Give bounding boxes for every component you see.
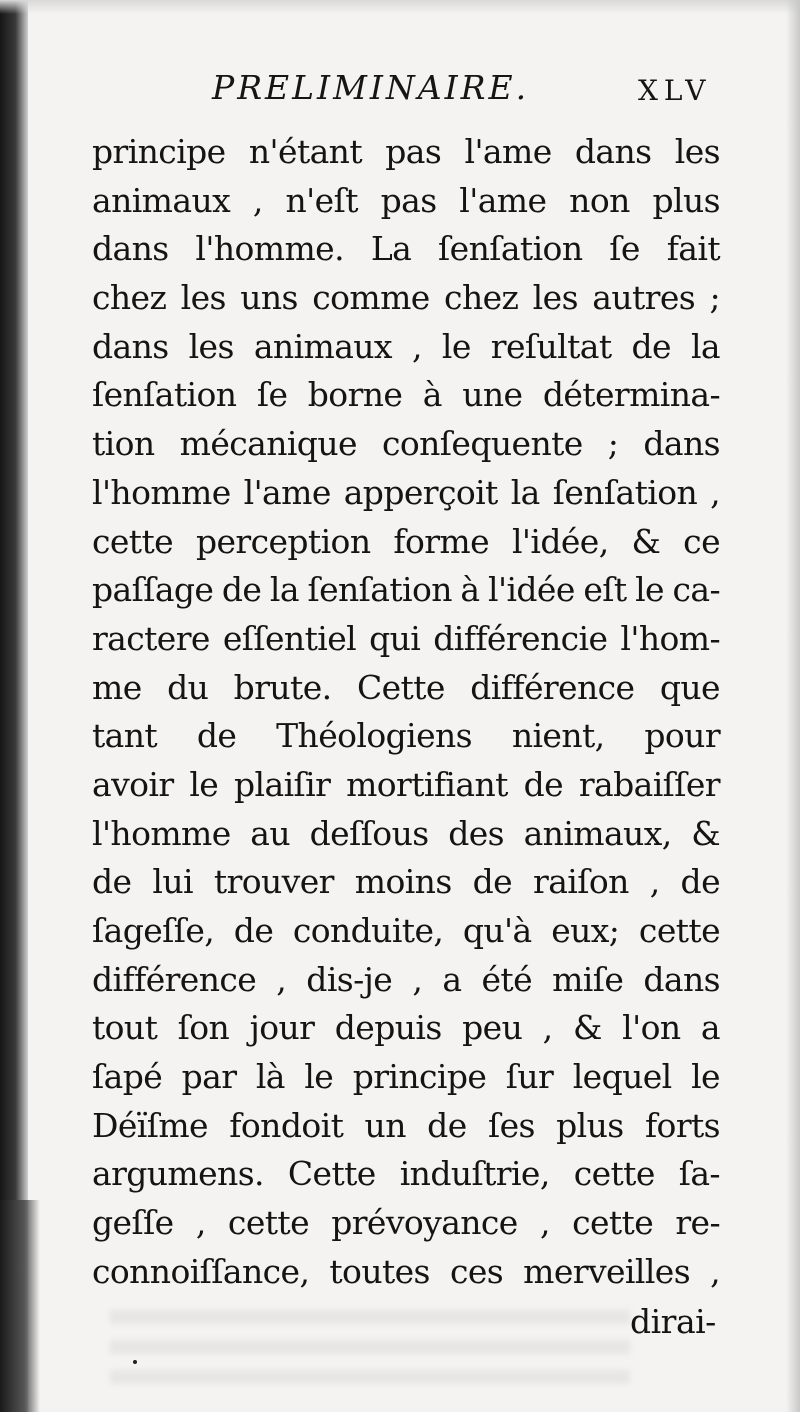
text-line: chez les uns comme chez les autres ; xyxy=(92,278,720,318)
page-number: XLV xyxy=(638,74,712,107)
text-line: dans les animaux , le reſultat de la xyxy=(92,326,720,366)
text-line: différence , dis-je , a été miſe dans xyxy=(92,959,720,999)
text-line: me du brute. Cette différence que xyxy=(92,667,720,707)
text-line: avoir le plaiſir mortifiant de rabaiſſer xyxy=(92,764,720,804)
text-line: animaux , n'eſt pas l'ame non plus xyxy=(92,180,720,220)
text-line: ractere eſſentiel qui différencie l'hom- xyxy=(92,618,720,658)
text-line: l'homme l'ame apperçoit la ſenſation , xyxy=(92,472,720,512)
running-title: PRELIMINAIRE. xyxy=(212,68,530,107)
text-line: cette perception forme l'idée, & ce xyxy=(92,521,720,561)
text-line: dans l'homme. La ſenſation ſe fait xyxy=(92,229,720,269)
text-line: ſenſation ſe borne à une détermina- xyxy=(92,375,720,415)
text-line: argumens. Cette induſtrie, cette ſa- xyxy=(92,1154,720,1194)
text-line: Déïſme fondoit un de ſes plus forts xyxy=(92,1105,720,1145)
text-line: de lui trouver moins de raiſon , de xyxy=(92,862,720,902)
page-header xyxy=(212,64,732,112)
scan-left-edge-shadow xyxy=(0,1200,40,1412)
ink-speck xyxy=(133,1360,137,1364)
text-line: geſſe , cette prévoyance , cette re- xyxy=(92,1203,720,1243)
body-text xyxy=(92,128,720,1297)
text-line: ſapé par là le principe ſur lequel le xyxy=(92,1057,720,1097)
text-line: tout ſon jour depuis peu , & l'on a xyxy=(92,1008,720,1048)
text-line: l'homme au deſſous des animaux, & xyxy=(92,813,720,853)
text-line: paſſage de la ſenſation à l'idée eſt le ca- xyxy=(92,570,720,610)
show-through-text xyxy=(110,1310,630,1400)
scan-right-edge xyxy=(786,0,800,1412)
scan-top-shade xyxy=(0,0,800,14)
text-line: tion mécanique conſequente ; dans xyxy=(92,424,720,464)
catchword: dirai- xyxy=(630,1302,716,1341)
text-line: connoiſſance, toutes ces merveilles , xyxy=(92,1251,720,1291)
text-line: ſageſſe, de conduite, qu'à eux; cette xyxy=(92,911,720,950)
text-line: tant de Théologiens nient, pour xyxy=(92,716,720,756)
text-line: principe n'étant pas l'ame dans les xyxy=(92,132,720,171)
